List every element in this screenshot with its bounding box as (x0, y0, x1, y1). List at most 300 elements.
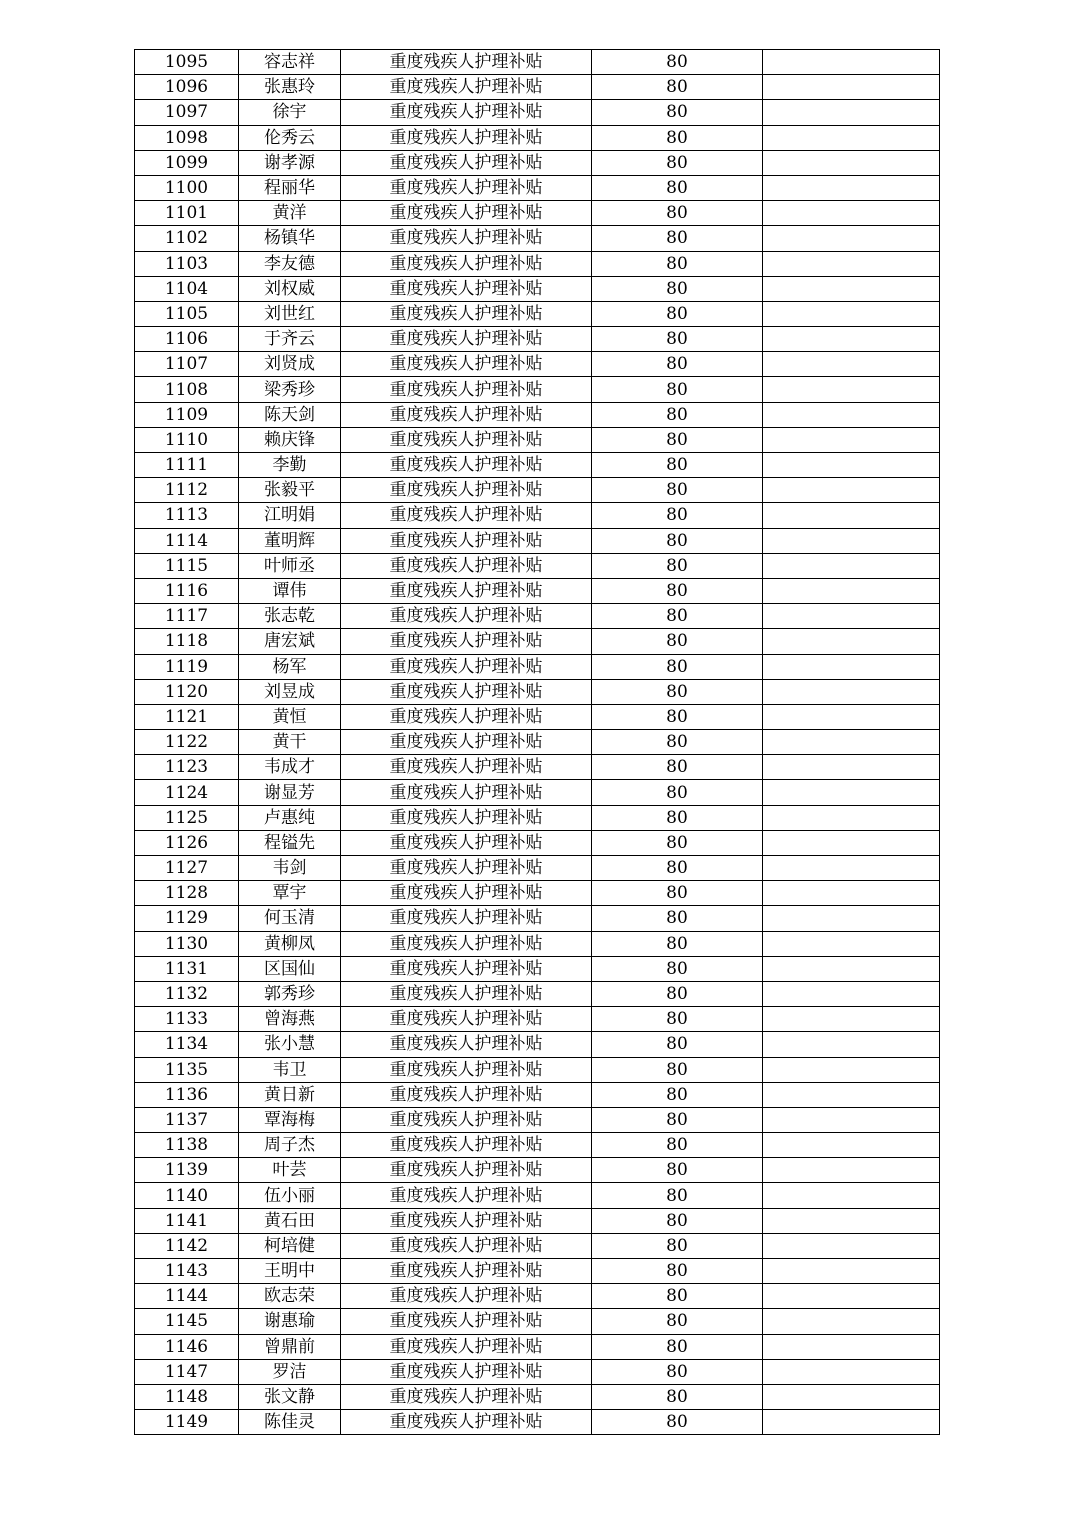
cell-name: 王明中 (239, 1259, 341, 1284)
table-row (135, 150, 940, 175)
cell-subsidy-type: 重度残疾人护理补贴 (341, 981, 592, 1006)
cell-subsidy-type: 重度残疾人护理补贴 (341, 427, 592, 452)
cell-amount: 80 (592, 830, 763, 855)
table-row (135, 1284, 940, 1309)
cell-number: 1128 (135, 881, 239, 906)
cell-note (763, 856, 940, 881)
cell-number: 1113 (135, 503, 239, 528)
table-row (135, 805, 940, 830)
cell-subsidy-type: 重度残疾人护理补贴 (341, 251, 592, 276)
cell-name: 张志乾 (239, 604, 341, 629)
cell-subsidy-type: 重度残疾人护理补贴 (341, 503, 592, 528)
table-row (135, 1259, 940, 1284)
cell-note (763, 1082, 940, 1107)
cell-subsidy-type: 重度残疾人护理补贴 (341, 478, 592, 503)
cell-note (763, 100, 940, 125)
cell-amount: 80 (592, 780, 763, 805)
cell-note (763, 1359, 940, 1384)
cell-amount: 80 (592, 654, 763, 679)
cell-name: 陈佳灵 (239, 1410, 341, 1435)
cell-note (763, 352, 940, 377)
table-row (135, 1359, 940, 1384)
cell-number: 1104 (135, 276, 239, 301)
table-row (135, 981, 940, 1006)
table-row (135, 1208, 940, 1233)
cell-name: 谢显芳 (239, 780, 341, 805)
cell-number: 1137 (135, 1107, 239, 1132)
table-row (135, 730, 940, 755)
cell-number: 1143 (135, 1259, 239, 1284)
cell-subsidy-type: 重度残疾人护理补贴 (341, 1410, 592, 1435)
cell-subsidy-type: 重度残疾人护理补贴 (341, 75, 592, 100)
document-page (134, 49, 939, 1435)
cell-number: 1103 (135, 251, 239, 276)
cell-subsidy-type: 重度残疾人护理补贴 (341, 175, 592, 200)
cell-note (763, 704, 940, 729)
table-row (135, 1183, 940, 1208)
cell-number: 1106 (135, 327, 239, 352)
table-row (135, 679, 940, 704)
table-row (135, 503, 940, 528)
cell-amount: 80 (592, 1410, 763, 1435)
cell-note (763, 1133, 940, 1158)
table-row (135, 453, 940, 478)
cell-amount: 80 (592, 377, 763, 402)
table-row (135, 1082, 940, 1107)
cell-note (763, 276, 940, 301)
cell-amount: 80 (592, 1233, 763, 1258)
cell-subsidy-type: 重度残疾人护理补贴 (341, 377, 592, 402)
cell-subsidy-type: 重度残疾人护理补贴 (341, 578, 592, 603)
cell-subsidy-type: 重度残疾人护理补贴 (341, 956, 592, 981)
table-row (135, 1032, 940, 1057)
cell-note (763, 906, 940, 931)
cell-note (763, 1007, 940, 1032)
cell-subsidy-type: 重度残疾人护理补贴 (341, 276, 592, 301)
cell-amount: 80 (592, 956, 763, 981)
table-row (135, 780, 940, 805)
cell-subsidy-type: 重度残疾人护理补贴 (341, 1233, 592, 1258)
cell-note (763, 956, 940, 981)
cell-amount: 80 (592, 1208, 763, 1233)
cell-note (763, 931, 940, 956)
cell-number: 1149 (135, 1410, 239, 1435)
table-row (135, 1133, 940, 1158)
table-row (135, 654, 940, 679)
cell-amount: 80 (592, 730, 763, 755)
cell-number: 1122 (135, 730, 239, 755)
cell-subsidy-type: 重度残疾人护理补贴 (341, 226, 592, 251)
table-row (135, 301, 940, 326)
cell-note (763, 1057, 940, 1082)
cell-number: 1141 (135, 1208, 239, 1233)
cell-name: 黄干 (239, 730, 341, 755)
cell-note (763, 75, 940, 100)
cell-name: 伦秀云 (239, 125, 341, 150)
cell-amount: 80 (592, 604, 763, 629)
cell-amount: 80 (592, 1032, 763, 1057)
cell-amount: 80 (592, 50, 763, 75)
table-row (135, 1007, 940, 1032)
cell-number: 1121 (135, 704, 239, 729)
table-row (135, 175, 940, 200)
cell-note (763, 604, 940, 629)
cell-number: 1147 (135, 1359, 239, 1384)
cell-note (763, 1158, 940, 1183)
cell-note (763, 478, 940, 503)
cell-number: 1108 (135, 377, 239, 402)
cell-note (763, 427, 940, 452)
table-row (135, 906, 940, 931)
cell-number: 1125 (135, 805, 239, 830)
cell-amount: 80 (592, 276, 763, 301)
cell-number: 1127 (135, 856, 239, 881)
cell-amount: 80 (592, 352, 763, 377)
cell-amount: 80 (592, 1359, 763, 1384)
cell-name: 黄恒 (239, 704, 341, 729)
cell-number: 1100 (135, 175, 239, 200)
cell-amount: 80 (592, 1309, 763, 1334)
cell-subsidy-type: 重度残疾人护理补贴 (341, 402, 592, 427)
cell-name: 程镒先 (239, 830, 341, 855)
cell-subsidy-type: 重度残疾人护理补贴 (341, 1082, 592, 1107)
cell-name: 于齐云 (239, 327, 341, 352)
cell-amount: 80 (592, 1107, 763, 1132)
cell-subsidy-type: 重度残疾人护理补贴 (341, 1334, 592, 1359)
cell-note (763, 679, 940, 704)
cell-amount: 80 (592, 906, 763, 931)
cell-number: 1105 (135, 301, 239, 326)
table-row (135, 1158, 940, 1183)
cell-subsidy-type: 重度残疾人护理补贴 (341, 352, 592, 377)
cell-note (763, 553, 940, 578)
cell-number: 1130 (135, 931, 239, 956)
cell-note (763, 578, 940, 603)
cell-subsidy-type: 重度残疾人护理补贴 (341, 1107, 592, 1132)
cell-name: 赖庆锋 (239, 427, 341, 452)
cell-name: 张惠玲 (239, 75, 341, 100)
table-row (135, 427, 940, 452)
cell-note (763, 755, 940, 780)
cell-name: 区国仙 (239, 956, 341, 981)
cell-amount: 80 (592, 251, 763, 276)
cell-name: 郭秀珍 (239, 981, 341, 1006)
cell-name: 唐宏斌 (239, 629, 341, 654)
cell-number: 1129 (135, 906, 239, 931)
cell-number: 1107 (135, 352, 239, 377)
table-row (135, 1309, 940, 1334)
cell-subsidy-type: 重度残疾人护理补贴 (341, 629, 592, 654)
cell-subsidy-type: 重度残疾人护理补贴 (341, 805, 592, 830)
cell-name: 张毅平 (239, 478, 341, 503)
cell-amount: 80 (592, 100, 763, 125)
table-row (135, 1107, 940, 1132)
cell-note (763, 125, 940, 150)
cell-number: 1102 (135, 226, 239, 251)
cell-note (763, 805, 940, 830)
cell-number: 1119 (135, 654, 239, 679)
table-row (135, 528, 940, 553)
cell-subsidy-type: 重度残疾人护理补贴 (341, 528, 592, 553)
cell-subsidy-type: 重度残疾人护理补贴 (341, 150, 592, 175)
cell-amount: 80 (592, 226, 763, 251)
table-row (135, 1057, 940, 1082)
cell-name: 张文静 (239, 1384, 341, 1409)
cell-number: 1148 (135, 1384, 239, 1409)
cell-number: 1114 (135, 528, 239, 553)
table-row (135, 578, 940, 603)
cell-amount: 80 (592, 75, 763, 100)
cell-number: 1135 (135, 1057, 239, 1082)
cell-number: 1101 (135, 201, 239, 226)
cell-subsidy-type: 重度残疾人护理补贴 (341, 50, 592, 75)
cell-note (763, 453, 940, 478)
cell-name: 李勤 (239, 453, 341, 478)
cell-number: 1096 (135, 75, 239, 100)
cell-name: 覃宇 (239, 881, 341, 906)
cell-amount: 80 (592, 1057, 763, 1082)
cell-amount: 80 (592, 528, 763, 553)
cell-note (763, 503, 940, 528)
cell-number: 1145 (135, 1309, 239, 1334)
cell-amount: 80 (592, 629, 763, 654)
cell-number: 1111 (135, 453, 239, 478)
cell-name: 黄洋 (239, 201, 341, 226)
table-row (135, 50, 940, 75)
cell-note (763, 1384, 940, 1409)
cell-name: 韦卫 (239, 1057, 341, 1082)
cell-name: 刘世红 (239, 301, 341, 326)
cell-subsidy-type: 重度残疾人护理补贴 (341, 730, 592, 755)
cell-name: 陈天剑 (239, 402, 341, 427)
cell-note (763, 50, 940, 75)
cell-note (763, 1334, 940, 1359)
cell-number: 1138 (135, 1133, 239, 1158)
cell-name: 梁秀珍 (239, 377, 341, 402)
table-row (135, 856, 940, 881)
cell-subsidy-type: 重度残疾人护理补贴 (341, 553, 592, 578)
table-row (135, 402, 940, 427)
cell-name: 张小慧 (239, 1032, 341, 1057)
table-row (135, 881, 940, 906)
cell-amount: 80 (592, 402, 763, 427)
cell-number: 1140 (135, 1183, 239, 1208)
table-row (135, 553, 940, 578)
cell-number: 1118 (135, 629, 239, 654)
cell-note (763, 1284, 940, 1309)
cell-name: 罗洁 (239, 1359, 341, 1384)
table-row (135, 201, 940, 226)
cell-number: 1109 (135, 402, 239, 427)
cell-amount: 80 (592, 553, 763, 578)
cell-name: 刘权威 (239, 276, 341, 301)
cell-amount: 80 (592, 755, 763, 780)
cell-subsidy-type: 重度残疾人护理补贴 (341, 1284, 592, 1309)
cell-note (763, 226, 940, 251)
cell-number: 1139 (135, 1158, 239, 1183)
cell-subsidy-type: 重度残疾人护理补贴 (341, 125, 592, 150)
cell-number: 1099 (135, 150, 239, 175)
cell-name: 欧志荣 (239, 1284, 341, 1309)
cell-name: 谢孝源 (239, 150, 341, 175)
cell-number: 1146 (135, 1334, 239, 1359)
cell-number: 1134 (135, 1032, 239, 1057)
cell-name: 卢惠纯 (239, 805, 341, 830)
table-row (135, 1334, 940, 1359)
cell-name: 程丽华 (239, 175, 341, 200)
cell-note (763, 251, 940, 276)
cell-amount: 80 (592, 981, 763, 1006)
cell-amount: 80 (592, 503, 763, 528)
cell-amount: 80 (592, 1133, 763, 1158)
cell-number: 1126 (135, 830, 239, 855)
cell-amount: 80 (592, 856, 763, 881)
cell-note (763, 327, 940, 352)
cell-amount: 80 (592, 201, 763, 226)
cell-number: 1097 (135, 100, 239, 125)
cell-number: 1112 (135, 478, 239, 503)
cell-subsidy-type: 重度残疾人护理补贴 (341, 881, 592, 906)
cell-name: 谢惠瑜 (239, 1309, 341, 1334)
table-row (135, 100, 940, 125)
table-row (135, 604, 940, 629)
cell-note (763, 629, 940, 654)
cell-name: 曾海燕 (239, 1007, 341, 1032)
cell-name: 黄柳凤 (239, 931, 341, 956)
cell-number: 1116 (135, 578, 239, 603)
cell-amount: 80 (592, 1284, 763, 1309)
table-row (135, 1233, 940, 1258)
cell-note (763, 402, 940, 427)
cell-subsidy-type: 重度残疾人护理补贴 (341, 1007, 592, 1032)
table-row (135, 276, 940, 301)
table-row (135, 956, 940, 981)
cell-number: 1117 (135, 604, 239, 629)
cell-note (763, 780, 940, 805)
cell-name: 叶芸 (239, 1158, 341, 1183)
cell-name: 杨镇华 (239, 226, 341, 251)
cell-subsidy-type: 重度残疾人护理补贴 (341, 906, 592, 931)
cell-subsidy-type: 重度残疾人护理补贴 (341, 1384, 592, 1409)
cell-note (763, 881, 940, 906)
cell-name: 何玉清 (239, 906, 341, 931)
cell-subsidy-type: 重度残疾人护理补贴 (341, 327, 592, 352)
cell-name: 谭伟 (239, 578, 341, 603)
table-row (135, 251, 940, 276)
cell-note (763, 1410, 940, 1435)
cell-name: 杨军 (239, 654, 341, 679)
cell-note (763, 528, 940, 553)
cell-amount: 80 (592, 125, 763, 150)
table-row (135, 327, 940, 352)
cell-number: 1120 (135, 679, 239, 704)
cell-note (763, 1259, 940, 1284)
table-row (135, 704, 940, 729)
table-row (135, 755, 940, 780)
cell-name: 韦剑 (239, 856, 341, 881)
cell-number: 1144 (135, 1284, 239, 1309)
cell-subsidy-type: 重度残疾人护理补贴 (341, 1032, 592, 1057)
table-row (135, 75, 940, 100)
cell-subsidy-type: 重度残疾人护理补贴 (341, 931, 592, 956)
cell-subsidy-type: 重度残疾人护理补贴 (341, 604, 592, 629)
cell-name: 黄石田 (239, 1208, 341, 1233)
cell-name: 伍小丽 (239, 1183, 341, 1208)
cell-subsidy-type: 重度残疾人护理补贴 (341, 453, 592, 478)
cell-subsidy-type: 重度残疾人护理补贴 (341, 830, 592, 855)
cell-number: 1136 (135, 1082, 239, 1107)
table-row (135, 226, 940, 251)
cell-name: 江明娟 (239, 503, 341, 528)
cell-note (763, 1309, 940, 1334)
table-row (135, 125, 940, 150)
cell-note (763, 1208, 940, 1233)
table-row (135, 352, 940, 377)
cell-subsidy-type: 重度残疾人护理补贴 (341, 755, 592, 780)
cell-amount: 80 (592, 1007, 763, 1032)
cell-subsidy-type: 重度残疾人护理补贴 (341, 1309, 592, 1334)
cell-number: 1110 (135, 427, 239, 452)
cell-subsidy-type: 重度残疾人护理补贴 (341, 1133, 592, 1158)
cell-name: 曾鼎前 (239, 1334, 341, 1359)
cell-note (763, 1233, 940, 1258)
cell-name: 柯培健 (239, 1233, 341, 1258)
cell-amount: 80 (592, 327, 763, 352)
cell-number: 1115 (135, 553, 239, 578)
cell-amount: 80 (592, 301, 763, 326)
cell-subsidy-type: 重度残疾人护理补贴 (341, 780, 592, 805)
table-row (135, 377, 940, 402)
cell-amount: 80 (592, 1158, 763, 1183)
cell-note (763, 1107, 940, 1132)
cell-name: 黄日新 (239, 1082, 341, 1107)
cell-amount: 80 (592, 453, 763, 478)
cell-subsidy-type: 重度残疾人护理补贴 (341, 201, 592, 226)
cell-subsidy-type: 重度残疾人护理补贴 (341, 1183, 592, 1208)
cell-amount: 80 (592, 931, 763, 956)
cell-amount: 80 (592, 1259, 763, 1284)
cell-subsidy-type: 重度残疾人护理补贴 (341, 654, 592, 679)
table-row (135, 931, 940, 956)
cell-note (763, 730, 940, 755)
table-row (135, 1410, 940, 1435)
cell-subsidy-type: 重度残疾人护理补贴 (341, 1057, 592, 1082)
cell-number: 1124 (135, 780, 239, 805)
cell-note (763, 175, 940, 200)
cell-amount: 80 (592, 578, 763, 603)
cell-note (763, 201, 940, 226)
cell-number: 1095 (135, 50, 239, 75)
cell-amount: 80 (592, 427, 763, 452)
cell-name: 韦成才 (239, 755, 341, 780)
cell-name: 周子杰 (239, 1133, 341, 1158)
cell-amount: 80 (592, 1082, 763, 1107)
cell-subsidy-type: 重度残疾人护理补贴 (341, 100, 592, 125)
cell-number: 1132 (135, 981, 239, 1006)
cell-name: 李友德 (239, 251, 341, 276)
table-row (135, 830, 940, 855)
cell-note (763, 981, 940, 1006)
cell-amount: 80 (592, 704, 763, 729)
cell-note (763, 1032, 940, 1057)
cell-subsidy-type: 重度残疾人护理补贴 (341, 301, 592, 326)
subsidy-table (134, 49, 940, 1435)
cell-name: 刘贤成 (239, 352, 341, 377)
table-row (135, 478, 940, 503)
cell-amount: 80 (592, 175, 763, 200)
cell-name: 董明辉 (239, 528, 341, 553)
cell-amount: 80 (592, 679, 763, 704)
